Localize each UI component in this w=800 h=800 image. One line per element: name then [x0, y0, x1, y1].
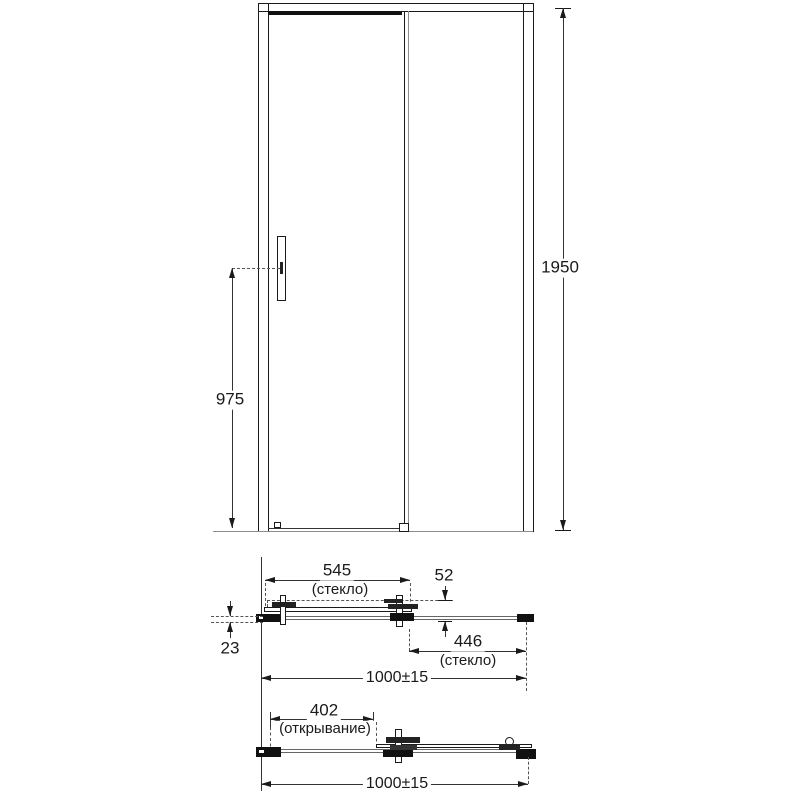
frame-right-inner-line: [523, 3, 524, 532]
dim-overlap-tick-bottom: [438, 621, 452, 622]
dim-door-glass-label: 545: [320, 562, 354, 581]
roller-carriage-right-plate: [388, 604, 418, 609]
dim-arrow-up-icon: [229, 268, 235, 278]
depth-dashed-line-a: [211, 616, 263, 617]
dim-arrow-down-icon: [560, 520, 566, 530]
dim-overlap-label: 52: [432, 567, 457, 586]
sliding-panel-right-edge-line: [404, 11, 405, 529]
roller-carriage-open-nut: [390, 745, 417, 750]
dim-door-height-label: 1950: [538, 259, 582, 278]
dim-arrow-up-icon: [560, 8, 566, 18]
roller-carriage-right-base: [390, 613, 414, 621]
dim-arrow-right-icon: [518, 781, 528, 787]
wall-profile-right: [517, 614, 534, 623]
handle-leader-dashed-line: [232, 268, 280, 269]
frame-right-outer-line: [533, 3, 534, 532]
dim-fixed-glass-label: 446: [451, 633, 485, 652]
dim-arrow-right-icon: [516, 648, 526, 654]
dim-arrow-down-icon: [227, 606, 233, 616]
dim-446-right-ext: [526, 622, 527, 691]
dim-door-glass-sub-label: (стекло): [309, 582, 372, 599]
dim-width-open-right-ext: [528, 757, 529, 784]
roller-carriage-open-plate: [386, 737, 420, 743]
top-track-bar: [268, 11, 402, 15]
dim-width-closed-label: 1000±15: [363, 669, 431, 687]
dim-depth-label: 23: [218, 640, 243, 659]
roller-carriage-left-stem: [280, 595, 287, 625]
fixed-panel-left-edge-line: [408, 11, 409, 530]
sliding-panel-bottom-line: [268, 528, 408, 529]
dim-height-bottom-tick: [555, 530, 571, 531]
dim-arrow-up-icon: [442, 621, 448, 631]
dim-arrow-down-icon: [229, 518, 235, 528]
dim-arrow-left-icon: [265, 577, 275, 583]
dim-arrow-up-icon: [227, 622, 233, 632]
bottom-foot: [274, 522, 281, 528]
dim-width-open-label: 1000±15: [363, 775, 431, 793]
dim-opening-label: 402: [307, 702, 341, 721]
wall-profile-left-open-notch: [259, 750, 264, 753]
door-handle-grip: [280, 262, 283, 274]
frame-top-outer-line: [258, 3, 533, 4]
roller-wheel-plate: [499, 744, 520, 751]
dim-handle-height-label: 975: [213, 391, 247, 410]
dim-overlap-tick-top: [438, 600, 452, 601]
roller-carriage-left-plate: [272, 602, 296, 608]
roller-carriage-open-base: [383, 750, 413, 757]
depth-dashed-line-b: [211, 622, 263, 623]
roller-carriage-right-topnut: [384, 599, 402, 604]
dim-fixed-glass-sub-label: (стекло): [437, 653, 500, 670]
dim-arrow-right-icon: [516, 675, 526, 681]
dim-arrow-down-icon: [442, 590, 448, 600]
dim-opening-sub-label: (открывание): [276, 721, 374, 738]
bottom-guide-block: [399, 523, 409, 532]
dim-arrow-left-icon: [261, 781, 271, 787]
dim-arrow-left-icon: [409, 648, 419, 654]
floor-line: [213, 531, 533, 532]
wall-profile-right-open: [516, 749, 536, 759]
dim-arrow-right-icon: [400, 577, 410, 583]
dim-arrow-left-icon: [261, 675, 271, 681]
